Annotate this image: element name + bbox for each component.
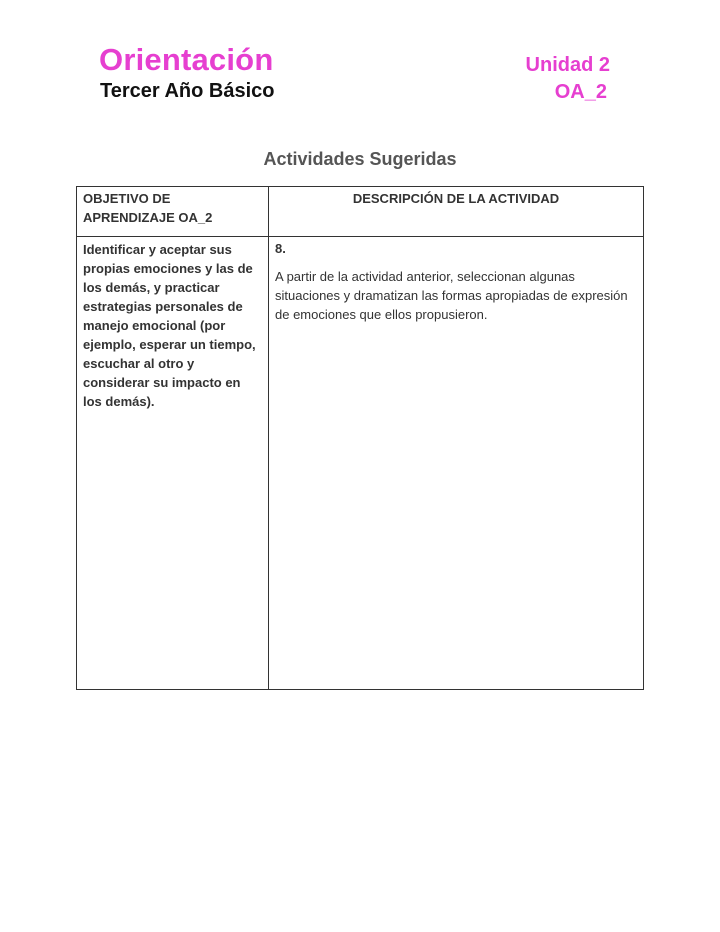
objective-cell bbox=[77, 237, 269, 690]
unit-label: Unidad 2 bbox=[525, 54, 610, 76]
oa-code-label: OA_2 bbox=[554, 81, 607, 103]
table-row bbox=[77, 237, 644, 690]
grade-subtitle: Tercer Año Básico bbox=[100, 80, 275, 102]
activity-number: 8. bbox=[275, 241, 286, 256]
activities-table bbox=[76, 186, 644, 690]
column-header-objective: OBJETIVO DE APRENDIZAJE OA_2 bbox=[77, 187, 269, 237]
activity-description: A partir de la actividad anterior, seleccionan algunas situaciones y dramatizan las formas apropiadas de expresión de emociones que ellos propusieron. bbox=[275, 269, 628, 322]
column-header-description: DESCRIPCIÓN DE LA ACTIVIDAD bbox=[269, 187, 644, 237]
objective-text: Identificar y aceptar sus propias emociones y las de los demás, y practicar estrategias personales de manejo emocional (por ejemplo, esperar un tiempo, escuchar al otro y considerar su impacto en los demás). bbox=[83, 242, 256, 409]
table-header-row bbox=[77, 187, 644, 237]
subject-title: Orientación bbox=[99, 42, 274, 77]
section-title: Actividades Sugeridas bbox=[263, 149, 457, 169]
activity-cell bbox=[269, 237, 644, 690]
